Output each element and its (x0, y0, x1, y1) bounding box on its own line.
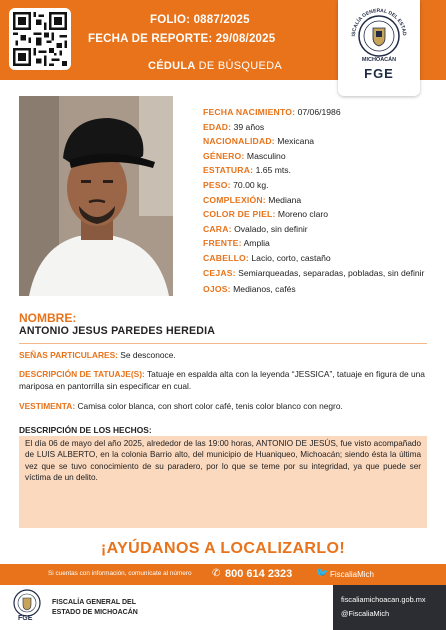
detail-label: ESTATURA: (203, 165, 254, 176)
document-title-bold: CÉDULA (148, 60, 196, 72)
detail-label: FECHA NACIMIENTO: (203, 107, 296, 117)
detail-label: PESO: (203, 179, 231, 190)
section-label: DESCRIPCIÓN DE TATUAJE(S): (19, 369, 145, 379)
divider (19, 343, 427, 344)
section-label: VESTIMENTA: (19, 401, 76, 411)
fge-logo (338, 0, 420, 96)
detail-value: Moreno claro (277, 209, 329, 220)
document-title-rest: DE BÚSQUEDA (198, 60, 282, 72)
help-headline: ¡AYÚDANOS A LOCALIZARLO! (100, 540, 346, 557)
detail-value: Amplia (243, 238, 270, 249)
seal-text: ISCALÍA GENERAL DEL ESTAD (350, 7, 408, 37)
detail-value: Semiarqueadas, separadas, pobladas, sin definir (238, 267, 425, 278)
detail-value: 1.65 mts. (255, 165, 291, 176)
person-name: ANTONIO JESUS PAREDES HEREDIA (19, 325, 216, 337)
logo-state: MICHOACÁN (361, 57, 397, 63)
detail-label: EDAD: (203, 121, 232, 132)
detail-label: NACIONALIDAD: (203, 136, 275, 147)
section-label: SEÑAS PARTICULARES: (19, 350, 118, 360)
detail-eyebrows (203, 268, 439, 279)
detail-hair (203, 251, 439, 266)
detail-label: CARA: (203, 223, 232, 234)
footer-title-line2: ESTADO DE MICHOACÁN (52, 609, 138, 616)
facts-description: El día 06 de mayo del año 2025, alrededor de las 19:00 horas, ANTONIO DE JESÚS, fue visto acompañado de LUIS ALBERTO, en la colonia Barrio alto, del municipio de Huaniqueo, Michoacán; siendo ésta la última vez que se tuvo conocimiento de su paradero, por lo que se teme por su integridad, ya que puede ser víctima de un delito. (19, 436, 427, 528)
state-seal-icon (345, 6, 413, 58)
detail-value: 39 años (233, 121, 265, 132)
section-value: Tatuaje en espalda alta con la leyenda “JESSICA”, tatuaje en figura de una mariposa en pantorrilla sin especificar en cual. (19, 369, 425, 391)
person-details (203, 105, 439, 296)
detail-value: 07/06/1986 (297, 107, 341, 117)
detail-label: CEJAS: (203, 267, 236, 278)
report-date-label: FECHA DE REPORTE: (88, 33, 213, 45)
detail-skin-color (203, 207, 439, 222)
document-title (148, 60, 282, 72)
twitter-handle[interactable]: FiscaliaMich (330, 570, 375, 579)
footer-website[interactable]: fiscaliamichoacan.gob.mx (341, 595, 426, 604)
folio-label: FOLIO: (150, 14, 191, 26)
folio (150, 14, 250, 26)
detail-nationality (203, 134, 439, 149)
footer-title-line1: FISCALÍA GENERAL DEL (52, 599, 137, 606)
detail-age (203, 120, 439, 135)
qr-code[interactable] (9, 8, 71, 70)
detail-label: OJOS: (203, 283, 231, 294)
contact-bar (0, 564, 446, 585)
detail-weight (203, 178, 439, 193)
detail-value: 70.00 kg. (233, 179, 269, 190)
detail-birthdate (203, 105, 439, 120)
footer-fge: FGE (18, 615, 33, 622)
person-portrait-icon (19, 96, 173, 296)
detail-eyes (203, 282, 439, 297)
twitter-icon: 🐦 (316, 568, 329, 579)
phone-number[interactable]: 800 614 2323 (225, 568, 293, 580)
detail-forehead (203, 236, 439, 251)
person-photo (19, 96, 173, 296)
phone-icon: ✆ (212, 568, 221, 579)
detail-label: GÉNERO: (203, 150, 245, 161)
qr-code-icon (13, 12, 67, 66)
detail-label: CABELLO: (203, 252, 249, 263)
facts-label: DESCRIPCIÓN DE LOS HECHOS: (19, 425, 152, 435)
contact-info-text: Si cuentas con información, comunícate al número (48, 570, 192, 577)
name-label: NOMBRE: (19, 311, 77, 325)
header-bar (0, 0, 446, 80)
detail-value: Mediana (268, 194, 302, 205)
footer-contact-panel (333, 585, 446, 630)
detail-value: Lacio, corto, castaño (251, 252, 331, 263)
clothing (19, 401, 429, 413)
report-date-value: 29/08/2025 (215, 33, 276, 45)
distinguishing-marks (19, 350, 429, 362)
section-value: Camisa color blanca, con short color café, tenis color blanco con negro. (77, 401, 343, 411)
detail-face (203, 222, 439, 237)
section-value: Se desconoce. (120, 350, 176, 360)
detail-value: Masculino (246, 150, 286, 161)
detail-value: Mexicana (277, 136, 314, 147)
folio-value: 0887/2025 (193, 14, 250, 26)
detail-label: FRENTE: (203, 238, 242, 249)
detail-label: COLOR DE PIEL: (203, 209, 276, 220)
detail-value: Ovalado, sin definir (234, 223, 308, 234)
report-date (88, 33, 275, 45)
detail-height (203, 163, 439, 178)
detail-label: COMPLEXIÓN: (203, 194, 266, 205)
logo-fge: FGE (364, 66, 394, 81)
detail-build (203, 193, 439, 208)
detail-gender (203, 149, 439, 164)
tattoo-description (19, 369, 429, 392)
detail-value: Medianos, cafés (233, 283, 296, 294)
footer-handle[interactable]: @FiscaliaMich (341, 609, 390, 618)
